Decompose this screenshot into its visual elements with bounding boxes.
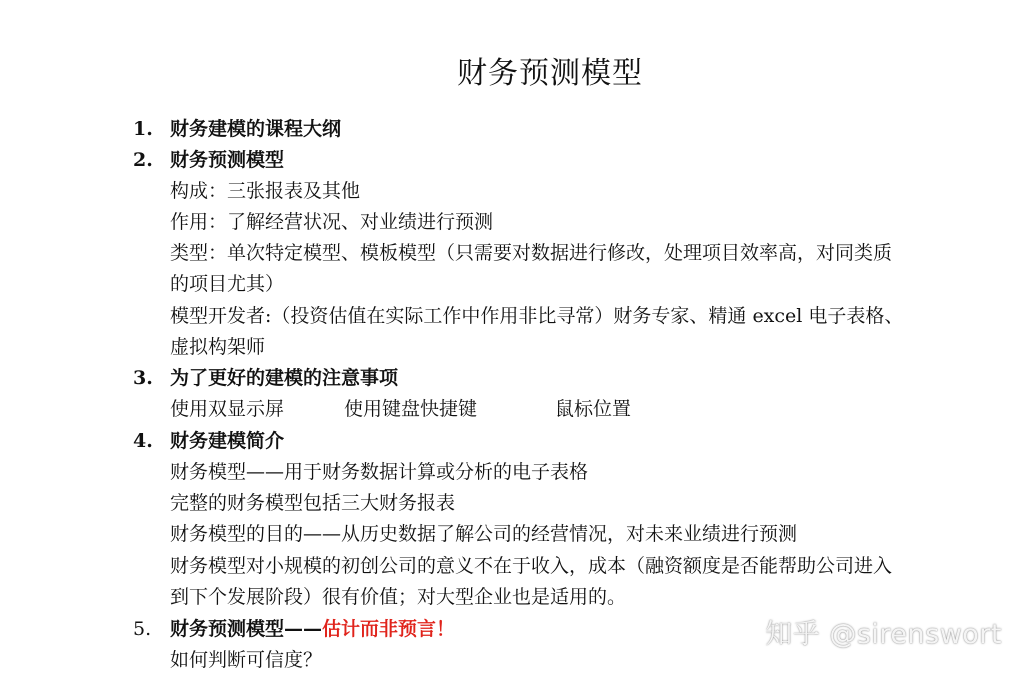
section-2-number: 2. [133, 149, 153, 171]
section-3-number: 3. [133, 367, 153, 389]
section-1-heading: 财务建模的课程大纲 [170, 118, 342, 140]
section-2-line: 的项目尤其） [170, 273, 285, 295]
section-4-line: 财务模型——用于财务数据计算或分析的电子表格 [170, 461, 589, 483]
section-2-line: 作用：了解经营状况、对业绩进行预测 [170, 211, 494, 233]
tip-dual-monitor: 使用双显示屏 [170, 398, 285, 420]
page-title: 财务预测模型 [457, 56, 643, 91]
tip-mouse-position: 鼠标位置 [555, 398, 632, 420]
section-4-line: 完整的财务模型包括三大财务报表 [170, 492, 456, 514]
section-4-line: 财务模型对小规模的初创公司的意义不在于收入，成本（融资额度是否能帮助公司进入 [170, 555, 893, 577]
zhihu-watermark: 知乎 @sirenswort [765, 619, 1002, 650]
section-5-highlight: 估计而非预言！ [322, 618, 456, 640]
section-2-line: 模型开发者:（投资估值在实际工作中作用非比寻常）财务专家、精通 excel 电子表格、 [170, 305, 904, 327]
section-3-heading: 为了更好的建模的注意事项 [170, 367, 399, 389]
section-5-number: 5. [133, 618, 152, 640]
section-2-line: 类型：单次特定模型、模板模型（只需要对数据进行修改，处理项目效率高，对同类质 [170, 242, 893, 264]
section-2-line: 构成：三张报表及其他 [170, 180, 361, 202]
section-4-number: 4. [133, 430, 153, 452]
section-5-heading-row [170, 615, 455, 643]
section-5-heading: 财务预测模型—— [170, 618, 323, 640]
section-5-line: 如何判断可信度？ [170, 649, 323, 671]
section-4-line: 到下个发展阶段）很有价值；对大型企业也是适用的。 [170, 586, 627, 608]
section-2-heading: 财务预测模型 [170, 149, 285, 171]
tip-keyboard-shortcuts: 使用键盘快捷键 [344, 398, 478, 420]
section-4-heading: 财务建模简介 [170, 430, 285, 452]
section-2-line: 虚拟构架师 [170, 336, 266, 358]
section-1-number: 1. [133, 118, 153, 140]
section-4-line: 财务模型的目的——从历史数据了解公司的经营情况，对未来业绩进行预测 [170, 523, 798, 545]
